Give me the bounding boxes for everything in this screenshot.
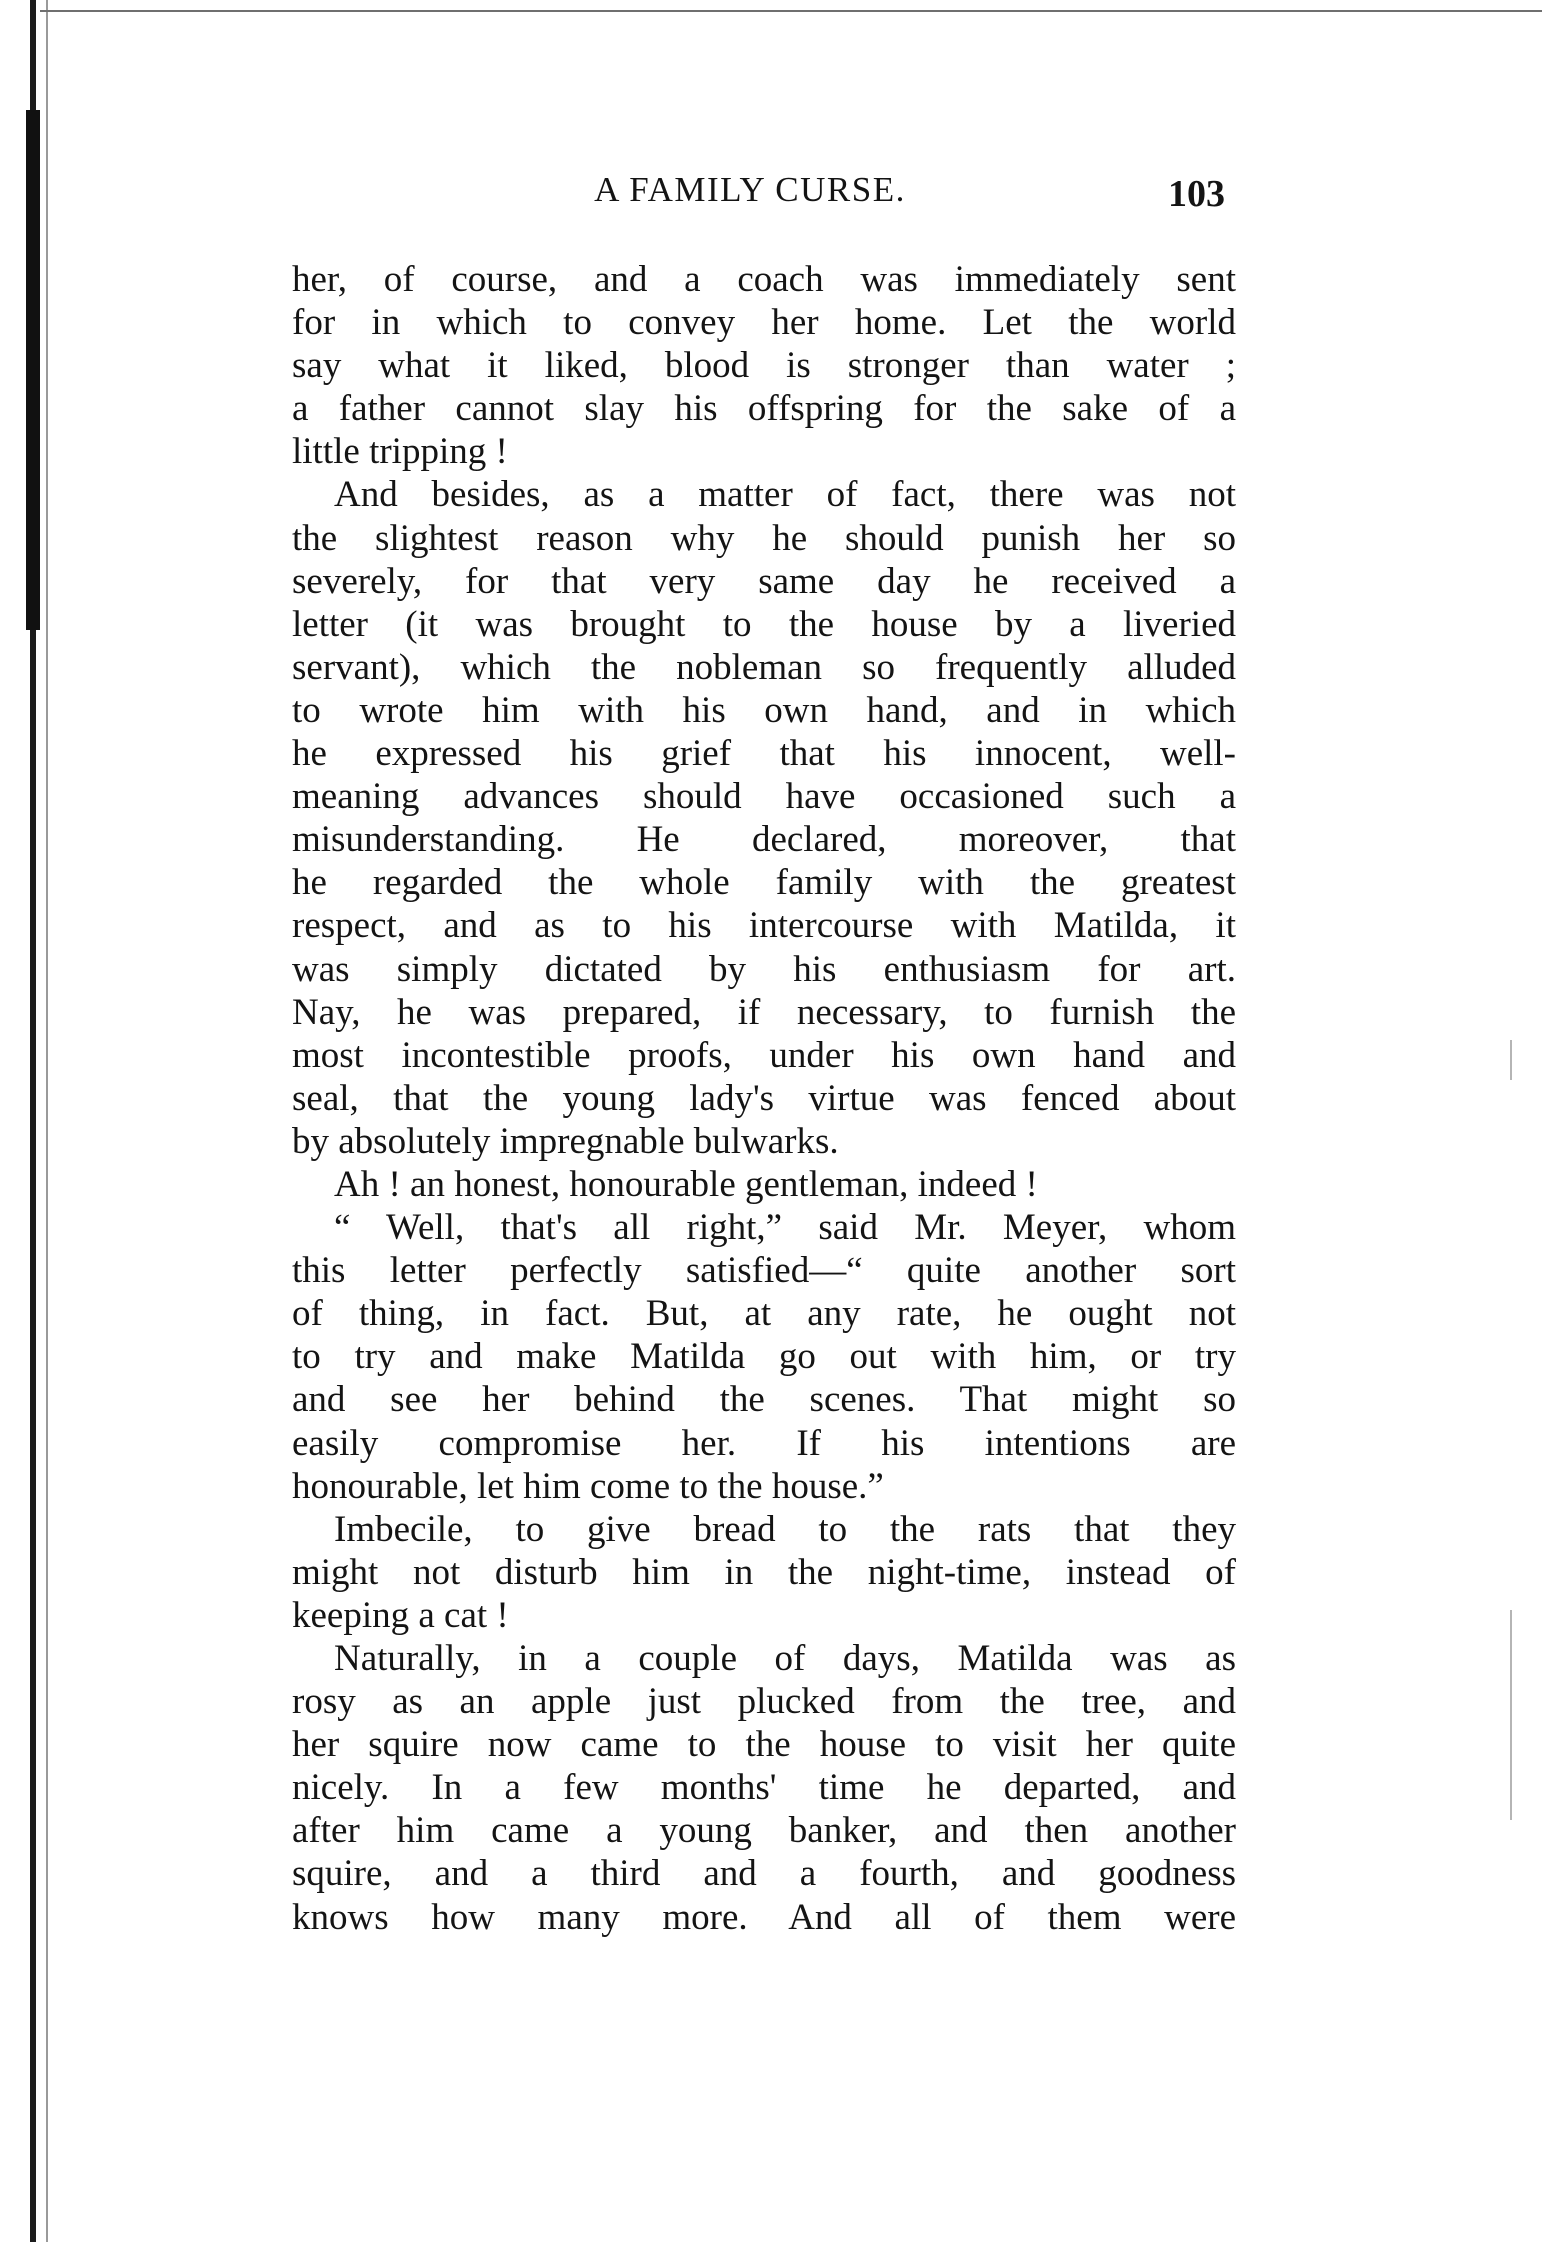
text-line: to try and make Matilda go out with him, or try <box>292 1336 1236 1378</box>
text-line: to wrote him with his own hand, and in which <box>292 689 1236 731</box>
text-line: easily compromise her. If his intentions are <box>292 1422 1236 1464</box>
text-line: he expressed his grief that his innocent, well- <box>292 733 1236 775</box>
text-line: he regarded the whole family with the greatest <box>292 862 1236 904</box>
text-line: this letter perfectly satisfied—“ quite another sort <box>292 1250 1236 1292</box>
text-line: a father cannot slay his offspring for the sake of a <box>292 388 1236 430</box>
text-line: Nay, he was prepared, if necessary, to furnish the <box>292 991 1236 1033</box>
text-line: letter (it was brought to the house by a liveried <box>292 603 1236 645</box>
body-text <box>292 258 1236 1939</box>
text-line: of thing, in fact. But, at any rate, he ought not <box>292 1293 1236 1335</box>
text-line: most incontestible proofs, under his own hand and <box>292 1034 1236 1076</box>
text-line: rosy as an apple just plucked from the tree, and <box>292 1681 1236 1723</box>
text-line: was simply dictated by his enthusiasm for art. <box>292 948 1236 990</box>
text-line: after him came a young banker, and then another <box>292 1810 1236 1852</box>
text-line: little tripping ! <box>292 431 508 473</box>
text-line: her squire now came to the house to visit her quite <box>292 1724 1236 1766</box>
text-line: the slightest reason why he should punish her so <box>292 517 1236 559</box>
text-line: Ah ! an honest, honourable gentleman, indeed ! <box>334 1163 1038 1205</box>
text-line: servant), which the nobleman so frequently alluded <box>292 646 1236 688</box>
scan-speck <box>1510 1040 1512 1080</box>
text-line: And besides, as a matter of fact, there was not <box>334 474 1236 516</box>
text-line: Naturally, in a couple of days, Matilda was as <box>334 1638 1236 1679</box>
text-line: and see her behind the scenes. That might so <box>292 1379 1236 1421</box>
text-line: severely, for that very same day he received a <box>292 560 1236 602</box>
text-line: by absolutely impregnable bulwarks. <box>292 1120 839 1162</box>
binding-edge-line <box>46 0 48 2242</box>
text-line: “ Well, that's all right,” said Mr. Meyer, whom <box>334 1207 1236 1249</box>
text-line: meaning advances should have occasioned such a <box>292 776 1236 818</box>
text-line: honourable, let him come to the house.” <box>292 1465 884 1507</box>
text-line: her, of course, and a coach was immediately sent <box>292 259 1236 300</box>
text-line: squire, and a third and a fourth, and goodness <box>292 1853 1236 1895</box>
text-line: keeping a cat ! <box>292 1594 509 1636</box>
scan-speck <box>1510 1610 1512 1820</box>
text-line: nicely. In a few months' time he departed, and <box>292 1767 1236 1809</box>
scan-top-edge <box>40 10 1542 12</box>
text-line: for in which to convey her home. Let the world <box>292 302 1236 344</box>
page-number: 103 <box>1168 173 1225 215</box>
running-title: A FAMILY CURSE. <box>594 170 906 209</box>
text-line: Imbecile, to give bread to the rats that they <box>334 1508 1236 1550</box>
running-head <box>0 170 1542 220</box>
text-line: knows how many more. And all of them were <box>292 1896 1236 1938</box>
text-line: say what it liked, blood is stronger than water ; <box>292 345 1236 387</box>
text-line: misunderstanding. He declared, moreover, that <box>292 819 1236 861</box>
text-line: respect, and as to his intercourse with Matilda, it <box>292 905 1236 947</box>
text-line: seal, that the young lady's virtue was fenced about <box>292 1077 1236 1119</box>
text-line: might not disturb him in the night-time, instead of <box>292 1551 1236 1593</box>
